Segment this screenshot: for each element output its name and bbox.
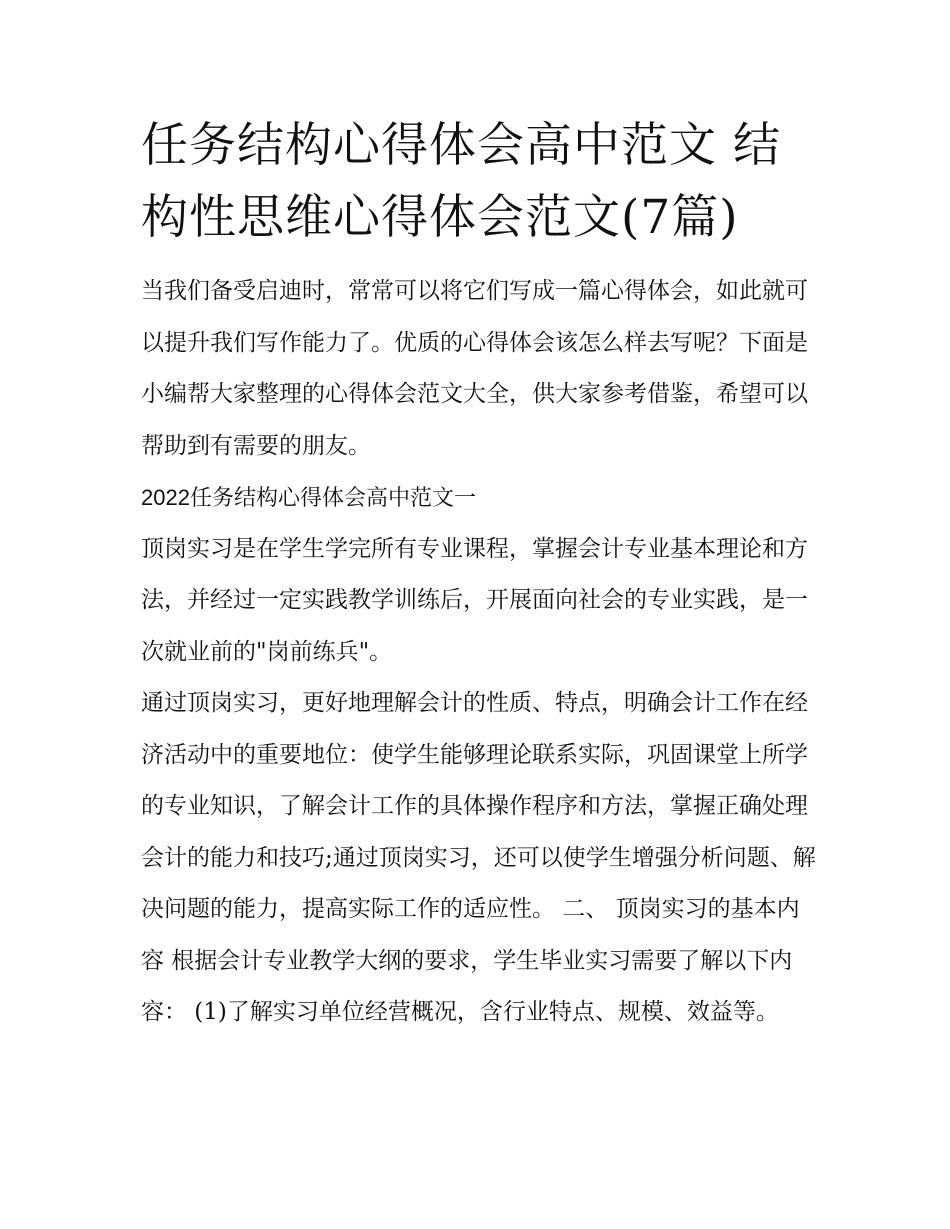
intro-paragraph: 当我们备受启迪时，常常可以将它们写成一篇心得体会，如此就可以提升我们写作能力了。优质的心得体会该怎么样去写呢？下面是小编帮大家整理的心得体会范文大全，供大家参考借鉴，希望可以帮助到有需要的朋友。 [141, 278, 808, 459]
document-page [141, 110, 821, 1039]
body-paragraph-2: 通过顶岗实习，更好地理解会计的性质、特点，明确会计工作在经济活动中的重要地位：使学生能够理论联系实际，巩固课堂上所学的专业知识，了解会计工作的具体操作程序和方法，掌握正确处理会计的能力和技巧;通过顶岗实习，还可以使学生增强分析问题、解决问题的能力，提高实际工作的适应性。 二、 顶岗实习的基本内容 根据会计专业教学大纲的要求，学生毕业实习需要了解以下内容： (1)了解实习单位经营概况，含行业特点、规模、效益等。 [141, 690, 816, 1025]
document-title: 任务结构心得体会高中范文 结构性思维心得体会范文(7篇) [141, 118, 781, 245]
body-paragraph-1: 顶岗实习是在学生学完所有专业课程，掌握会计专业基本理论和方法，并经过一定实践教学训练后，开展面向社会的专业实践，是一次就业前的"岗前练兵"。 [141, 535, 808, 665]
section-heading: 2022任务结构心得体会高中范文一 [141, 485, 476, 510]
